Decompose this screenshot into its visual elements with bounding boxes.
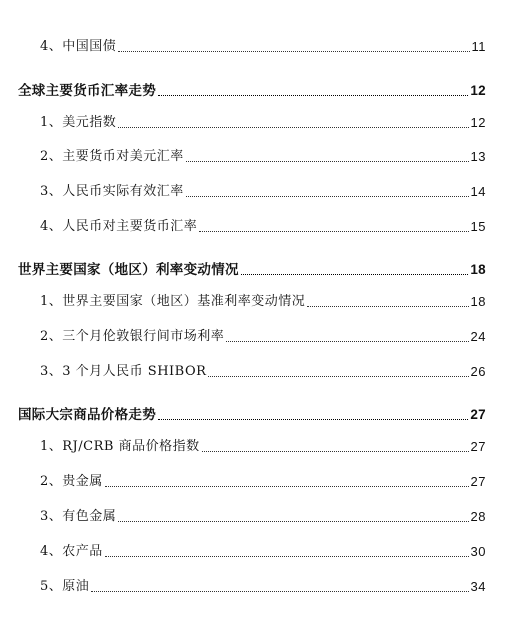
toc-section-interest-rates[interactable]: [0, 259, 526, 279]
toc-entry-label: 1、世界主要国家（地区）基准利率变动情况: [40, 294, 306, 309]
toc-page-number: 12: [470, 115, 486, 130]
toc-section-label: 世界主要国家（地区）利率变动情况: [18, 262, 239, 278]
dot-leader: [105, 485, 469, 487]
toc-entry-label: 5、原油: [40, 579, 90, 594]
dot-leader: [158, 94, 468, 96]
dot-leader: [199, 230, 468, 232]
toc-entry-label: 3、人民币实际有效汇率: [40, 184, 184, 199]
dot-leader: [241, 273, 469, 275]
toc-section-currency[interactable]: [0, 80, 526, 100]
toc-entry-label: 4、农产品: [40, 544, 103, 559]
toc-entry-label: 1、RJ/CRB 商品价格指数: [40, 439, 200, 454]
dot-leader: [208, 375, 468, 377]
toc-page-number: 26: [470, 364, 486, 379]
toc-page-number: 28: [470, 509, 486, 524]
toc-entry-libor[interactable]: [0, 326, 526, 346]
dot-leader: [91, 590, 468, 592]
toc-page-number: 27: [470, 439, 486, 454]
toc-entry-label: 2、贵金属: [40, 474, 103, 489]
toc-entry-agricultural[interactable]: [0, 541, 526, 561]
toc-entry-label: 2、三个月伦敦银行间市场利率: [40, 329, 225, 344]
dot-leader: [158, 418, 468, 420]
toc-entry-dollar-index[interactable]: [0, 112, 526, 132]
toc-section-label: 全球主要货币汇率走势: [18, 83, 156, 99]
toc-page-number: 27: [470, 407, 486, 422]
toc-page-number: 18: [470, 294, 486, 309]
toc-section-commodities[interactable]: [0, 404, 526, 424]
toc-entry-label: 1、美元指数: [40, 115, 117, 130]
dot-leader: [118, 126, 468, 128]
toc-entry-rmb-reer[interactable]: [0, 181, 526, 201]
toc-entry-major-vs-usd[interactable]: [0, 146, 526, 166]
dot-leader: [118, 520, 468, 522]
toc-entry-label: 4、人民币对主要货币汇率: [40, 219, 198, 234]
dot-leader: [202, 450, 469, 452]
toc-entry-label: 2、主要货币对美元汇率: [40, 149, 184, 164]
toc-entry-crude-oil[interactable]: [0, 576, 526, 596]
toc-entry-label: 4、中国国债: [40, 39, 117, 54]
toc-page-number: 12: [470, 83, 486, 98]
toc-page-number: 24: [470, 329, 486, 344]
toc-entry-benchmark-rates[interactable]: [0, 291, 526, 311]
toc-entry-rmb-vs-major[interactable]: [0, 216, 526, 236]
toc-entry-crb-index[interactable]: [0, 436, 526, 456]
toc-page-number: 14: [470, 184, 486, 199]
toc-entry-label: 3、3 个月人民币 SHIBOR: [40, 364, 207, 379]
toc-page-number: 30: [470, 544, 486, 559]
toc-entry-shibor[interactable]: [0, 361, 526, 381]
dot-leader: [186, 160, 469, 162]
toc-entry-china-bonds[interactable]: [0, 36, 526, 56]
dot-leader: [226, 340, 468, 342]
toc-page-number: 13: [470, 149, 486, 164]
dot-leader: [307, 305, 468, 307]
toc-page-number: 15: [470, 219, 486, 234]
toc-entry-precious-metals[interactable]: [0, 471, 526, 491]
toc-page-number: 11: [471, 39, 486, 54]
dot-leader: [105, 555, 469, 557]
toc-entry-label: 3、有色金属: [40, 509, 117, 524]
dot-leader: [186, 195, 469, 197]
toc-page-number: 18: [470, 262, 486, 277]
toc-entry-nonferrous-metals[interactable]: [0, 506, 526, 526]
toc-section-label: 国际大宗商品价格走势: [18, 407, 156, 423]
toc-page-number: 27: [470, 474, 486, 489]
dot-leader: [118, 50, 469, 52]
toc-page-number: 34: [470, 579, 486, 594]
